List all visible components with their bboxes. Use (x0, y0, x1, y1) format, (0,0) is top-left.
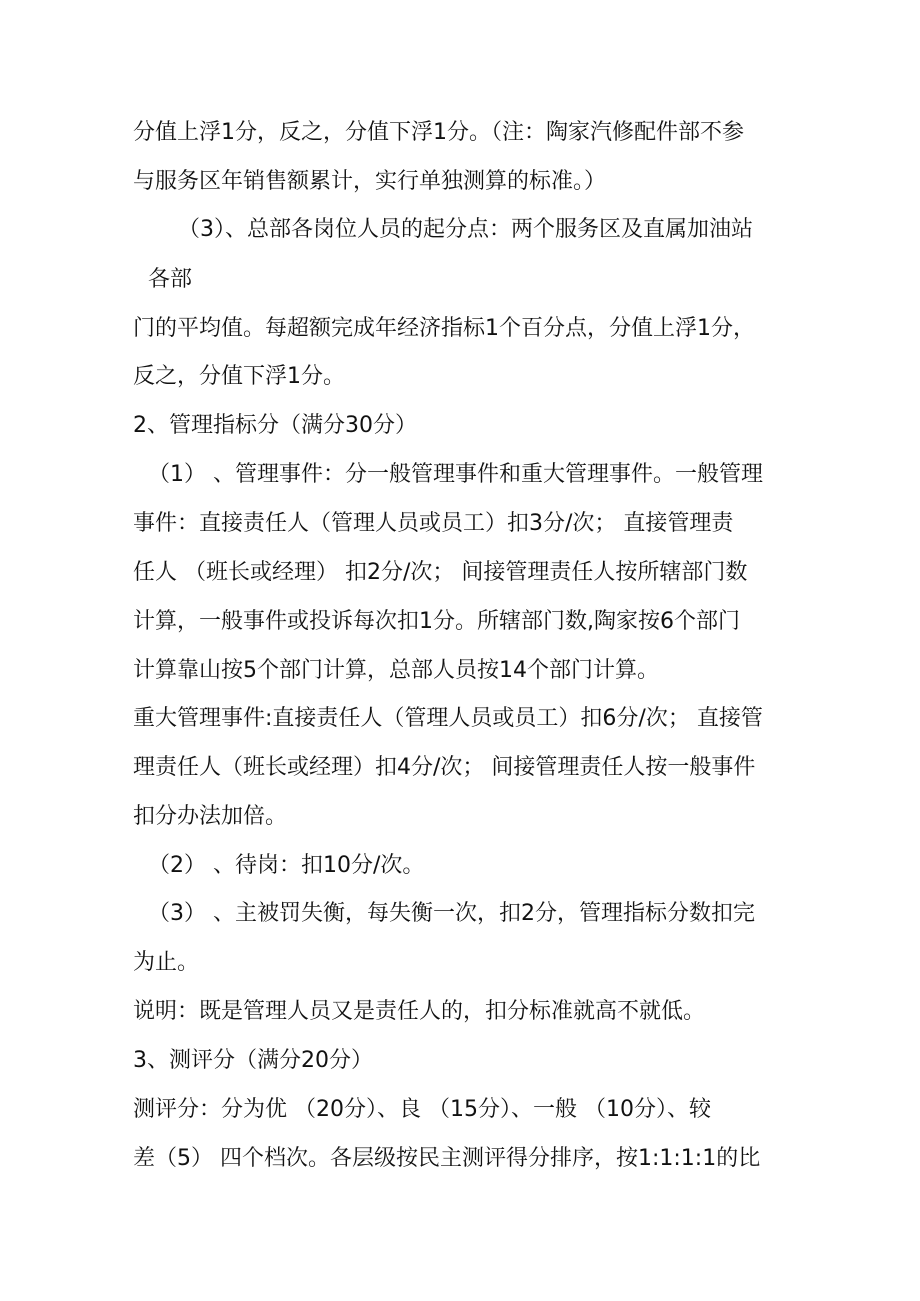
text-line-16: （2） 、待岗：扣10分/次。 (148, 853, 425, 878)
text-line-12: 计算靠山按5个部门计算，总部人员按14个部门计算。 (133, 658, 659, 683)
text-line-3: （3）、总部各岗位人员的起分点：两个服务区及直属加油站 (178, 217, 753, 242)
text-line-2: 与服务区年销售额累计，实行单独测算的标准。） (133, 169, 607, 194)
text-line-10: 任人 （班长或经理） 扣2分/次； 间接管理责任人按所辖部门数 (133, 560, 748, 585)
text-line-4: 各部 (148, 267, 193, 292)
text-line-21: 测评分：分为优 （20分）、良 （15分）、一般 （10分）、较 (133, 1097, 711, 1122)
text-line-14: 理责任人（班长或经理）扣4分/次； 间接管理责任人按一般事件 (133, 755, 756, 780)
text-line-22: 差（5） 四个档次。各层级按民主测评得分排序，按1:1:1:1的比 (133, 1146, 761, 1171)
text-line-17: （3） 、主被罚失衡，每失衡一次，扣2分，管理指标分数扣完 (148, 901, 755, 926)
text-line-11: 计算，一般事件或投诉每次扣1分。所辖部门数,陶家按6个部门 (133, 609, 740, 634)
text-line-19: 说明：既是管理人员又是责任人的，扣分标准就高不就低。 (133, 999, 706, 1024)
text-line-6: 反之，分值下浮1分。 (133, 364, 345, 389)
text-line-15: 扣分办法加倍。 (133, 804, 288, 829)
text-line-20: 3、测评分（满分20分） (133, 1048, 373, 1073)
text-line-18: 为止。 (133, 950, 200, 975)
text-line-7: 2、管理指标分（满分30分） (133, 413, 417, 438)
text-line-8: （1） 、管理事件：分一般管理事件和重大管理事件。一般管理 (148, 462, 763, 487)
text-line-5: 门的平均值。每超额完成年经济指标1个百分点，分值上浮1分， (133, 316, 755, 341)
text-line-9: 事件：直接责任人（管理人员或员工）扣3分/次； 直接管理责 (133, 511, 734, 536)
text-line-13: 重大管理事件:直接责任人（管理人员或员工）扣6分/次； 直接管 (133, 706, 763, 731)
text-line-1: 分值上浮1分，反之，分值下浮1分。（注：陶家汽修配件部不参 (133, 120, 744, 145)
